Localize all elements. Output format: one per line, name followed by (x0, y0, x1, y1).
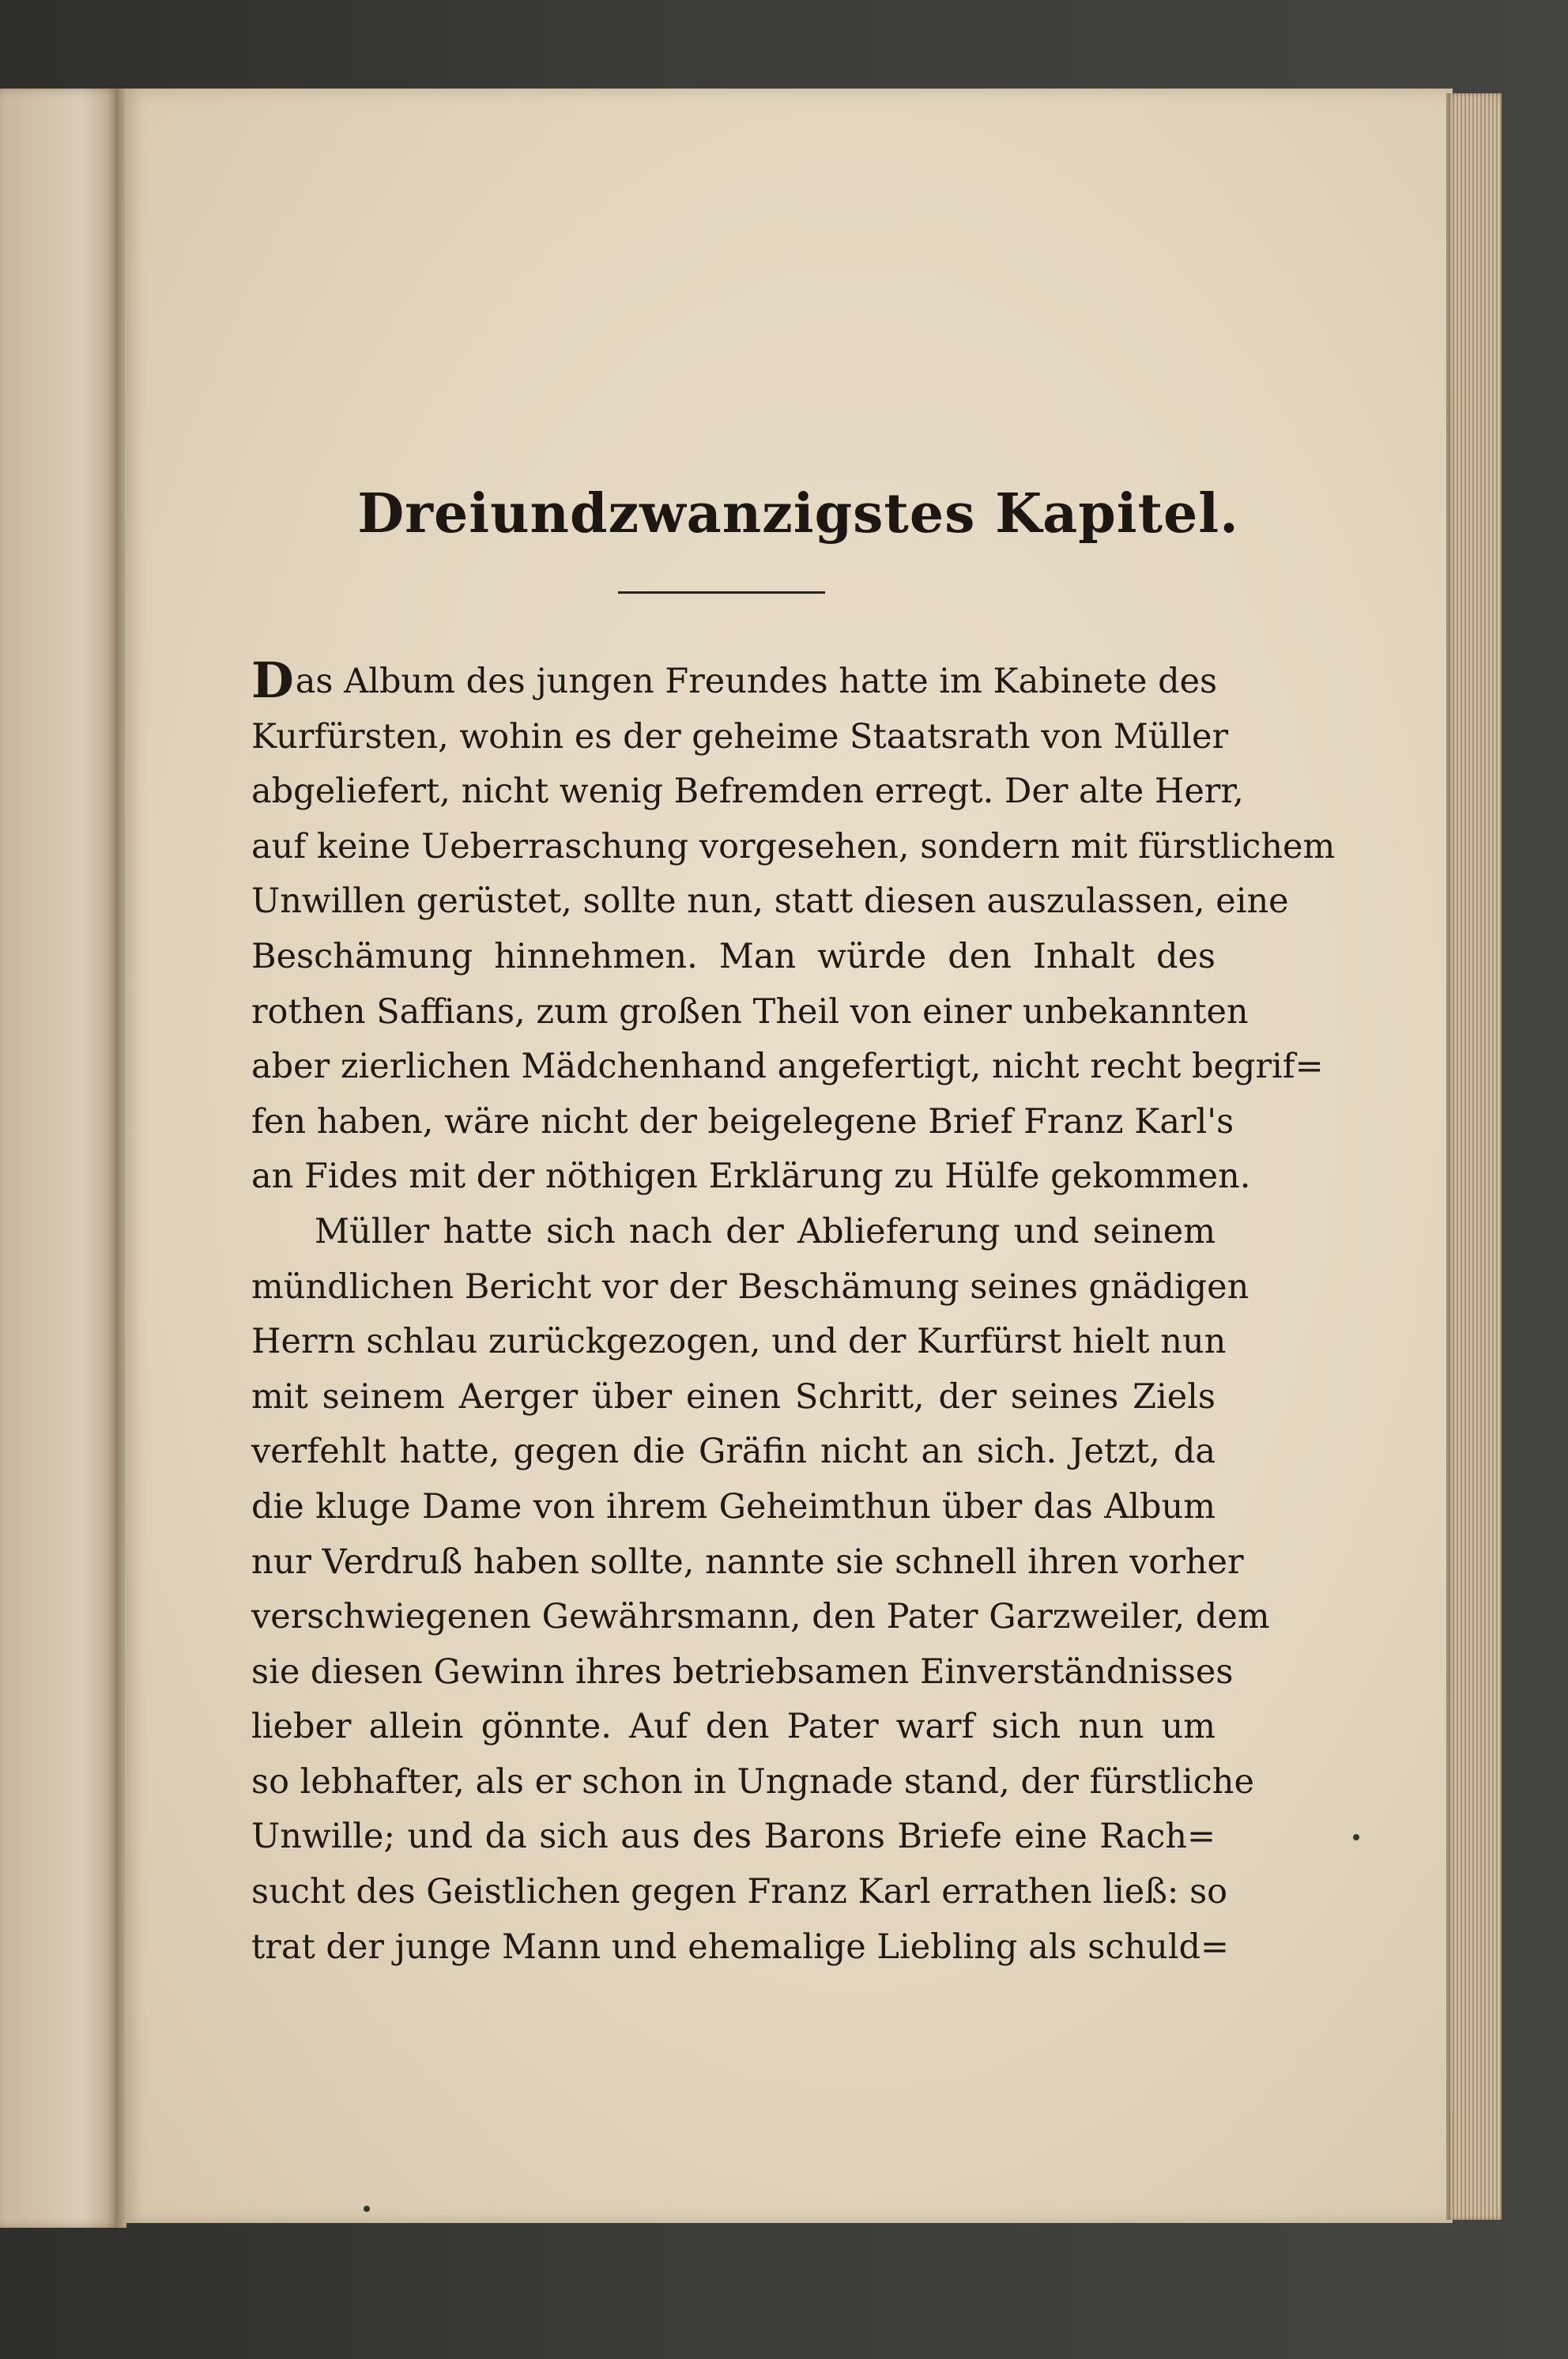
text-line: Herrn schlau zurückgezogen, und der Kurfürst hielt nun (251, 1322, 1227, 1362)
text-line (251, 651, 1218, 710)
chapter-title: Dreiundzwanzigstes Kapitel. (357, 482, 1239, 545)
text-line: auf keine Ueberraschung vorgesehen, sondern mit fürstlichem (251, 826, 1336, 866)
text-line: sie diesen Gewinn ihres betriebsamen Einverständnisses (251, 1651, 1234, 1692)
text-line: lieber allein gönnte. Auf den Pater warf sich nun um (251, 1707, 1216, 1747)
paper-speck (364, 2206, 370, 2212)
text-line: Müller hatte sich nach der Ablieferung und seinem (315, 1211, 1216, 1251)
text-line: mit seinem Aerger über einen Schritt, der seines Ziels (251, 1376, 1216, 1417)
text-line: sucht des Geistlichen gegen Franz Karl errathen ließ: so (251, 1872, 1228, 1912)
text-line: fen haben, wäre nicht der beigelegene Brief Franz Karl's (251, 1101, 1234, 1142)
body-text (251, 651, 1336, 1975)
text-line: nur Verdruß haben sollte, nannte sie schnell ihren vorher (251, 1542, 1244, 1582)
text-line: Unwille; und da sich aus des Barons Briefe eine Rach= (251, 1817, 1216, 1857)
text-line: verschwiegenen Gewährsmann, den Pater Garzweiler, dem (251, 1597, 1270, 1637)
text-line: an Fides mit der nöthigen Erklärung zu Hülfe gekommen. (251, 1157, 1251, 1197)
text-line: so lebhafter, als er schon in Ungnade stand, der fürstliche (251, 1761, 1254, 1802)
text-line: abgeliefert, nicht wenig Befremden erregt. Der alte Herr, (251, 772, 1244, 812)
text-line: verfehlt hatte, gegen die Gräfin nicht an sich. Jetzt, da (251, 1432, 1216, 1472)
text-line-content: as Album des jungen Freundes hatte im Kabinete des (295, 662, 1218, 701)
text-line: mündlichen Bericht vor der Beschämung seines gnädigen (251, 1266, 1250, 1307)
text-line: trat der junge Mann und ehemalige Liebling als schuld= (251, 1927, 1230, 1967)
page-edges (1446, 93, 1502, 2220)
text-line: rothen Saffians, zum großen Theil von einer unbekannten (251, 991, 1249, 1032)
title-rule (618, 591, 825, 594)
paper-speck (1353, 1834, 1359, 1840)
text-line: Unwillen gerüstet, sollte nun, statt diesen auszulassen, eine (251, 881, 1289, 922)
text-line: die kluge Dame von ihrem Geheimthun über das Album (251, 1486, 1216, 1527)
text-line: Kurfürsten, wohin es der geheime Staatsrath von Müller (251, 716, 1229, 757)
text-line: aber zierlichen Mädchenhand angefertigt, nicht recht begrif= (251, 1047, 1324, 1087)
drop-cap: D (251, 651, 294, 709)
left-page-edge (0, 89, 119, 2228)
text-line: Beschämung hinnehmen. Man würde den Inhalt des (251, 936, 1216, 976)
